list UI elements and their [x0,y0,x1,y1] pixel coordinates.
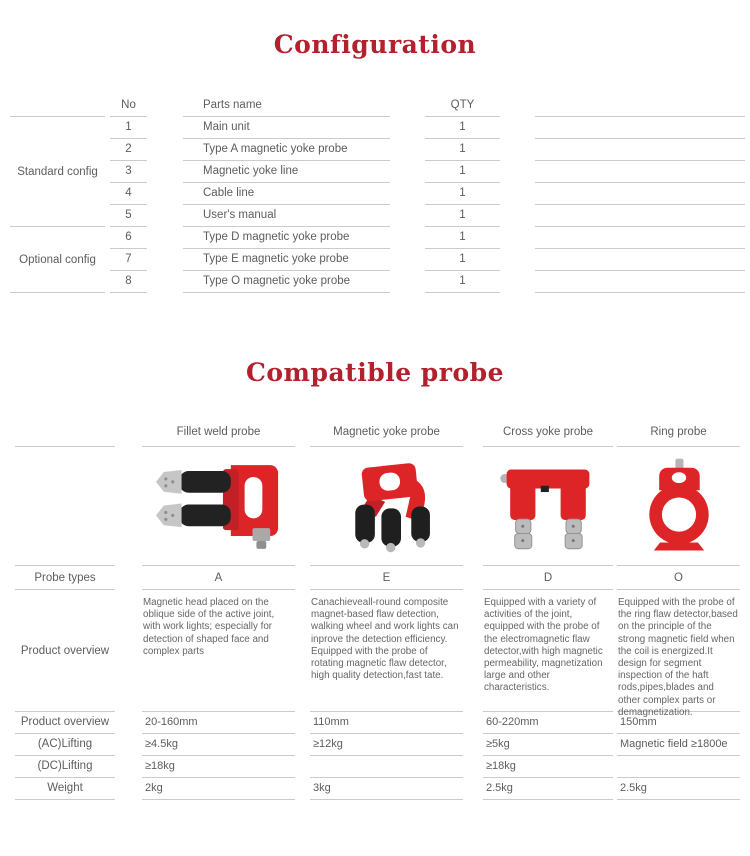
probe-type: E [310,565,463,590]
probe-type: D [483,565,613,590]
probe-dc-lifting [310,756,463,778]
row-label-dc-lifting: (DC)Lifting [15,756,115,778]
probe-column-ring [617,420,740,800]
probe-name: Ring probe [617,420,740,447]
config-row-qty: 1 [425,205,500,227]
probe-column-fillet-weld [142,420,295,800]
config-row-no: 1 [110,117,147,139]
config-row-qty: 1 [425,227,500,249]
row-label-probe-types: Probe types [15,565,115,590]
config-parts-column [183,95,390,293]
config-row-no: 4 [110,183,147,205]
config-row-part: Cable line [183,183,390,205]
config-group-optional: Optional config [10,227,105,293]
cross-yoke-probe-image [483,447,613,565]
probe-range: 20-160mm [142,712,295,734]
probe-name: Magnetic yoke probe [310,420,463,447]
probe-type: A [142,565,295,590]
probe-overview: Magnetic head placed on the oblique side of the active joint, with work lights; especially for detection of shaped face and complex parts [143,597,275,657]
config-qty-column [425,95,500,293]
config-group-column [10,95,105,293]
probe-column-cross-yoke [483,420,613,800]
config-row-part: User's manual [183,205,390,227]
probe-weight: 2.5kg [617,778,740,800]
probe-dc-lifting [617,756,740,778]
probe-weight: 2.5kg [483,778,613,800]
config-row-qty: 1 [425,249,500,271]
config-row-no: 7 [110,249,147,271]
probe-range: 60-220mm [483,712,613,734]
config-row-no: 8 [110,271,147,293]
config-header-parts-name: Parts name [183,95,390,117]
probe-overview: Equipped with the probe of the ring flaw detector,based on the principle of the strong magnetic field when the coil is energized.It design for segment inspection of the haft rods,pipes,blades and other complex parts or demagnetization. [618,597,738,718]
probe-range: 110mm [310,712,463,734]
row-label-ac-lifting: (AC)Lifting [15,734,115,756]
probe-row-label-column [15,420,115,800]
probe-weight: 3kg [310,778,463,800]
probe-name: Fillet weld probe [142,420,295,447]
probe-name: Cross yoke probe [483,420,613,447]
config-row-no: 6 [110,227,147,249]
configuration-section-title: Configuration [273,30,477,59]
config-row-part: Main unit [183,117,390,139]
row-label-product-overview: Product overview [20,644,110,657]
config-group-header-cell [10,95,105,117]
probe-ac-lifting: ≥12kg [310,734,463,756]
config-row-qty: 1 [425,183,500,205]
probe-overview: Equipped with a variety of activities of the joint, equipped with the probe of the electromagnetic flaw detector,with high magnetic permeability, magnetization large and other characteristics. [484,597,603,694]
config-row-part: Type A magnetic yoke probe [183,139,390,161]
config-row-qty: 1 [425,161,500,183]
config-no-column [110,95,147,293]
probe-label-header-cell [15,420,115,447]
probe-column-magnetic-yoke [310,420,463,800]
probe-dc-lifting: ≥18kg [142,756,295,778]
probe-ac-lifting: Magnetic field ≥1800e [617,734,740,756]
probe-range: 150mm [617,712,740,734]
row-label-weight: Weight [15,778,115,800]
probe-ac-lifting: ≥4.5kg [142,734,295,756]
fillet-weld-probe-image [142,447,295,565]
magnetic-yoke-probe-image [310,447,463,565]
config-row-part: Type E magnetic yoke probe [183,249,390,271]
config-header-no: No [110,95,147,117]
ring-probe-image [617,447,740,565]
config-row-part: Magnetic yoke line [183,161,390,183]
probe-dc-lifting: ≥18kg [483,756,613,778]
probe-overview: Canachieveall-round composite magnet-based flaw detection, walking wheel and work lights can inprove the detection efficiency. Equipped with the probe of rotating magnetic flaw detector, high quality detection,fast tate. [311,597,459,682]
probe-type: O [617,565,740,590]
config-row-qty: 1 [425,139,500,161]
row-label-range: Product overview [15,712,115,734]
config-group-standard: Standard config [10,117,105,227]
config-empty-column [535,95,745,293]
config-row-part: Type O magnetic yoke probe [183,271,390,293]
config-row-no: 2 [110,139,147,161]
config-row-qty: 1 [425,117,500,139]
config-row-no: 5 [110,205,147,227]
config-row-part: Type D magnetic yoke probe [183,227,390,249]
config-row-qty: 1 [425,271,500,293]
probe-ac-lifting: ≥5kg [483,734,613,756]
config-header-qty: QTY [425,95,500,117]
compatible-probe-section-title: Compatible probe [245,358,505,387]
config-row-no: 3 [110,161,147,183]
probe-weight: 2kg [142,778,295,800]
